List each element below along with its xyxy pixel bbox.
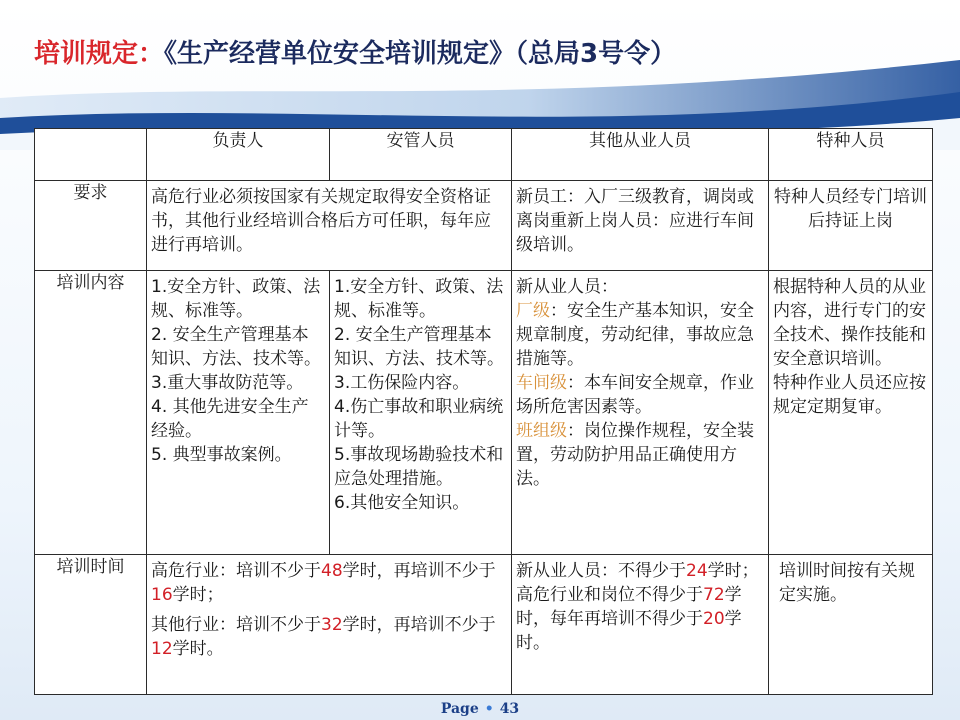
time-high-risk — [151, 559, 507, 607]
team-level-label: 班组级 — [516, 421, 567, 441]
other-team-level — [516, 419, 764, 491]
time-text: 学时。 — [516, 609, 742, 653]
list-item: 5.事故现场勘验技术和应急处理措施。 — [334, 445, 504, 489]
row-label-time: 培训时间 — [35, 555, 147, 695]
time-text: 高危行业：培训不少于 — [151, 561, 321, 581]
table-row — [35, 271, 933, 555]
other-factory-level — [516, 299, 764, 371]
time-special-workers: 培训时间按有关规定实施。 — [769, 555, 933, 695]
page-number: 43 — [499, 701, 520, 717]
team-level-text: ：岗位操作规程，安全装置，劳动防护用品正确使用方法。 — [516, 421, 754, 489]
training-rules-table — [34, 128, 933, 695]
table-header-row — [35, 129, 933, 181]
time-managers — [147, 555, 512, 695]
list-item: 2. 安全生产管理基本知识、方法、技术等。 — [334, 325, 504, 369]
list-item: 3.工伤保险内容。 — [334, 373, 470, 393]
list-item: 1.安全方针、政策、法规、标准等。 — [151, 277, 321, 321]
time-text: 学时，再培训不少于 — [342, 561, 496, 581]
factory-level-label: 厂级 — [516, 301, 550, 321]
other-intro: 新从业人员： — [516, 277, 618, 297]
header-special-workers: 特种人员 — [769, 129, 933, 181]
row-label-content: 培训内容 — [35, 271, 147, 555]
requirement-managers: 高危行业必须按国家有关规定取得安全资格证书，其他行业经培训合格后方可任职，每年应进行再培训。 — [147, 181, 512, 271]
hours-number: 12 — [151, 639, 173, 659]
hours-number: 72 — [703, 585, 725, 605]
content-other-workers — [512, 271, 769, 555]
list-item: 4.伤亡事故和职业病统计等。 — [334, 397, 504, 441]
time-text: 学时； — [172, 585, 224, 605]
time-text: 学时；高危行业和岗位不得少于 — [516, 561, 759, 605]
list-item: 4. 其他先进安全生产经验。 — [151, 397, 309, 441]
hours-number: 24 — [686, 561, 708, 581]
hours-number: 32 — [321, 615, 343, 635]
header-leader: 负责人 — [147, 129, 330, 181]
special-review-text: 特种作业人员还应按规定定期复审。 — [773, 373, 926, 417]
workshop-level-label: 车间级 — [516, 373, 567, 393]
requirement-special-workers: 特种人员经专门培训后持证上岗 — [769, 181, 933, 271]
list-item: 1.安全方针、政策、法规、标准等。 — [334, 277, 504, 321]
title-label: 培训规定： — [34, 39, 165, 69]
workshop-level-text: ：本车间安全规章，作业场所危害因素等。 — [516, 373, 754, 417]
hours-number: 48 — [321, 561, 343, 581]
list-item: 6.其他安全知识。 — [334, 493, 470, 513]
list-item: 3.重大事故防范等。 — [151, 373, 304, 393]
row-label-requirement: 要求 — [35, 181, 147, 271]
title-main: 《生产经营单位安全培训规定》（总局3号令） — [164, 39, 677, 69]
content-leader — [147, 271, 330, 555]
time-text: 其他行业：培训不少于 — [151, 615, 321, 635]
time-text: 学时，再培训不少于 — [342, 615, 496, 635]
page-word: Page — [440, 701, 479, 717]
time-text: 新从业人员：不得少于 — [516, 561, 686, 581]
list-item: 2. 安全生产管理基本知识、方法、技术等。 — [151, 325, 321, 369]
bullet-icon: • — [484, 701, 494, 717]
time-text: 学时，每年再培训不得少于 — [516, 585, 742, 629]
table-row — [35, 181, 933, 271]
content-special-workers — [769, 271, 933, 555]
hours-number: 20 — [703, 609, 725, 629]
content-safety-staff — [330, 271, 512, 555]
requirement-other-workers: 新员工：入厂三级教育，调岗或离岗重新上岗人员：应进行车间级培训。 — [512, 181, 769, 271]
hours-number: 16 — [151, 585, 173, 605]
slide-title — [34, 32, 676, 76]
header-other-workers: 其他从业人员 — [512, 129, 769, 181]
other-workshop-level — [516, 371, 764, 419]
page-footer — [0, 698, 960, 720]
time-text: 学时。 — [172, 639, 224, 659]
time-other-industry — [151, 613, 507, 661]
header-safety-staff: 安管人员 — [330, 129, 512, 181]
factory-level-text: ：安全生产基本知识，安全规章制度，劳动纪律，事故应急措施等。 — [516, 301, 754, 369]
corner-cell — [35, 129, 147, 181]
list-item: 5. 典型事故案例。 — [151, 445, 292, 465]
table-row — [35, 555, 933, 695]
time-other-workers — [512, 555, 769, 695]
special-content-text: 根据特种人员的从业内容，进行专门的安全技术、操作技能和安全意识培训。 — [773, 277, 926, 369]
